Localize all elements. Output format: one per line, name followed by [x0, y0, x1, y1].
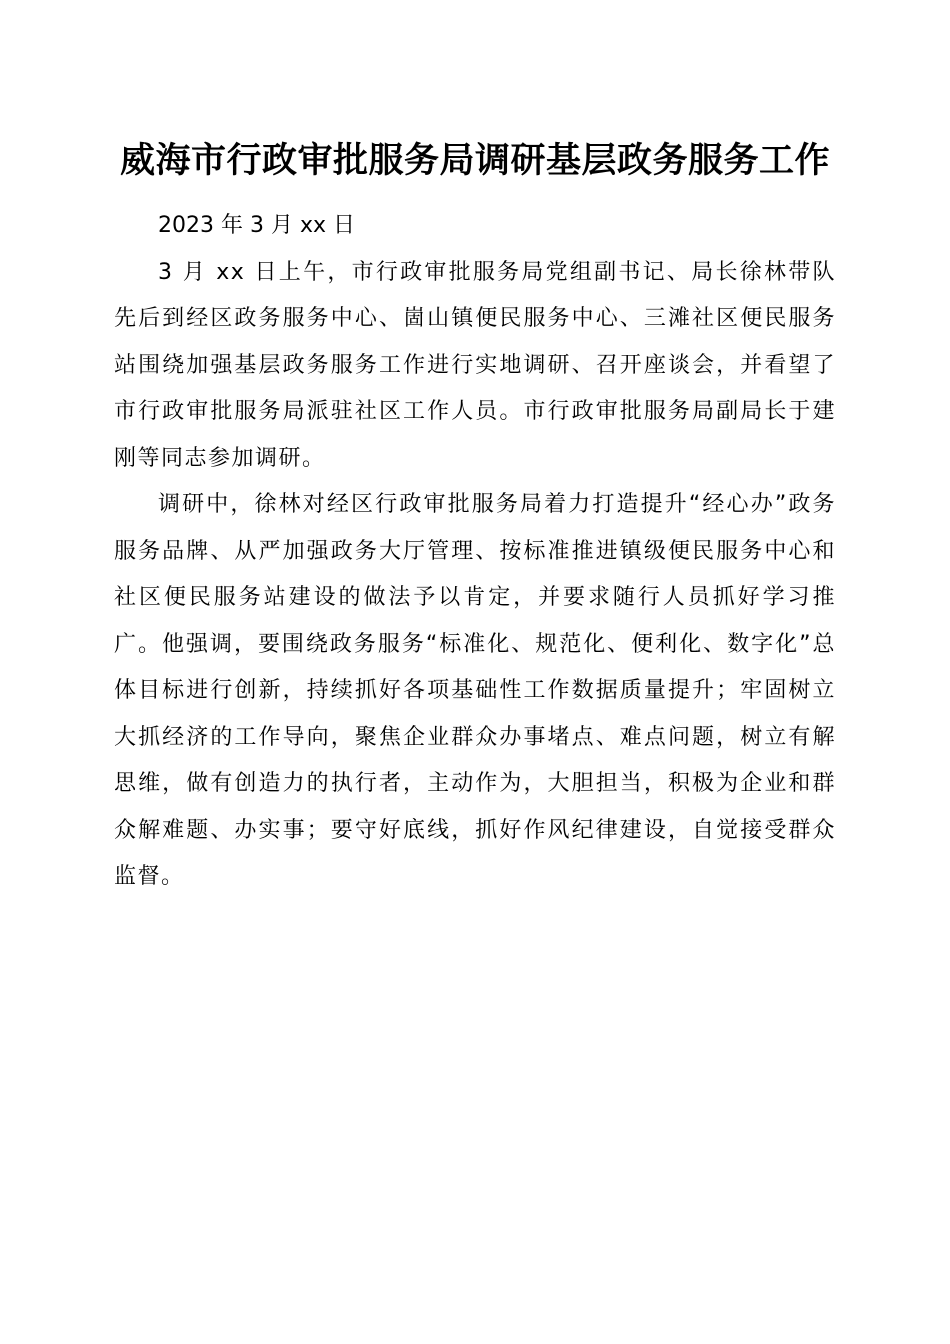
paragraph-2: 调研中，徐林对经区行政审批服务局着力打造提升“经心办”政务服务品牌、从严加强政务大厅管理、按标准推进镇级便民服务中心和社区便民服务站建设的做法予以肯定，并要求随行人员抓好学习推广。他强调，要围绕政务服务“标准化、规范化、便利化、数字化”总体目标进行创新，持续抓好各项基础性工作数据质量提升；牢固树立大抓经济的工作导向，聚焦企业群众办事堵点、难点问题，树立有解思维，做有创造力的执行者，主动作为，大胆担当，积极为企业和群众解难题、办实事；要守好底线，抓好作风纪律建设，自觉接受群众监督。 — [114, 492, 836, 889]
paragraph-1: 3 月 xx 日上午，市行政审批服务局党组副书记、局长徐林带队先后到经区政务服务中心、崮山镇便民服务中心、三滩社区便民服务站围绕加强基层政务服务工作进行实地调研、召开座谈会，并看望了市行政审批服务局派驻社区工作人员。市行政审批服务局副局长于建刚等同志参加调研。 — [114, 259, 836, 471]
document-body — [114, 203, 836, 901]
document-title: 威海市行政审批服务局调研基层政务服务工作 — [119, 140, 830, 181]
document-date: 2023 年 3 月 xx 日 — [158, 213, 355, 238]
